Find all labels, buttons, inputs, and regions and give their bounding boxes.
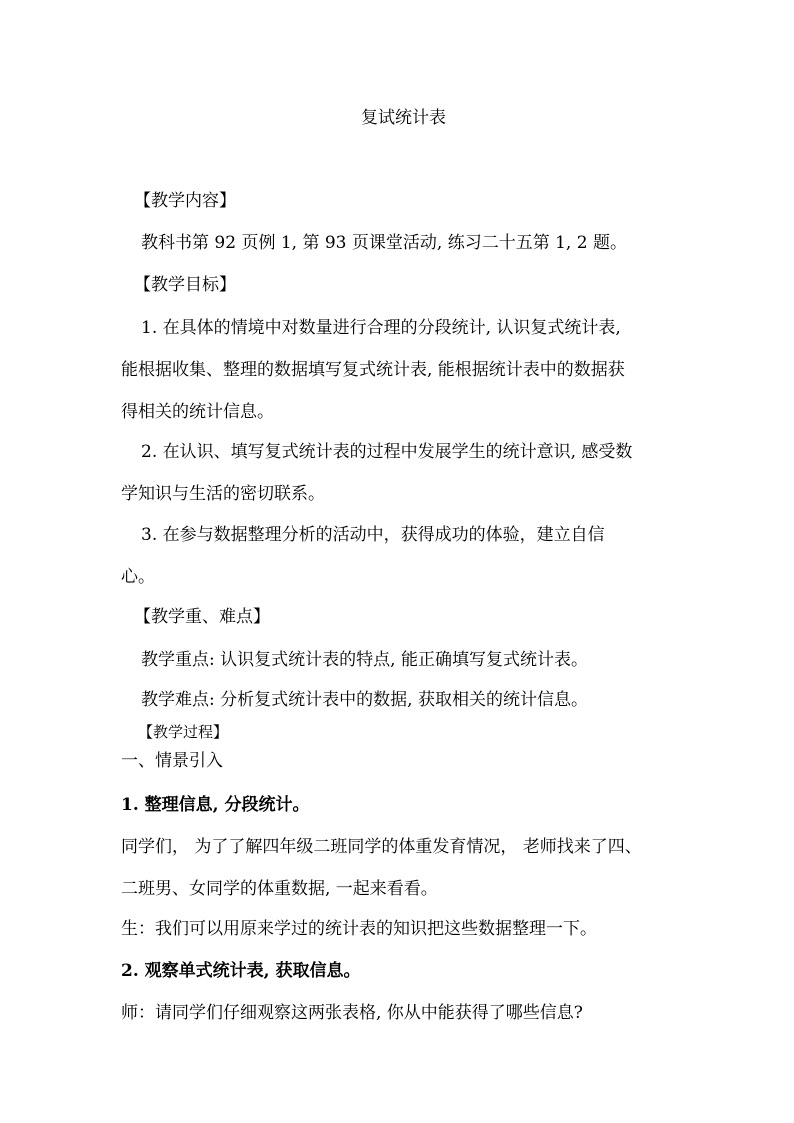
goal-1-line-2: 能根据收集、整理的数据填写复式统计表, 能根据统计表中的数据获 bbox=[121, 360, 625, 380]
difficult-point: 教学难点: 分析复式统计表中的数据, 获取相关的统计信息。 bbox=[141, 690, 588, 710]
teacher-question: 师：请同学们仔细观察这两张表格, 你从中能获得了哪些信息? bbox=[121, 1003, 583, 1023]
goals-heading: 【教学目标】 bbox=[134, 275, 236, 295]
goal-2-line-2: 学知识与生活的密切联系。 bbox=[121, 484, 325, 504]
goal-1-line-3: 得相关的统计信息。 bbox=[121, 402, 274, 422]
document-title: 复试统计表 bbox=[361, 108, 446, 128]
student-response: 生：我们可以用原来学过的统计表的知识把这些数据整理一下。 bbox=[121, 919, 597, 939]
goal-2-line-1: 2. 在认识、填写复式统计表的过程中发展学生的统计意识, 感受数 bbox=[141, 442, 633, 462]
focus-heading: 【教学重、难点】 bbox=[134, 607, 270, 627]
paragraph-1-line-1: 同学们， 为了了解四年级二班同学的体重发育情况， 老师找来了四、 bbox=[121, 837, 642, 857]
content-heading: 【教学内容】 bbox=[134, 191, 236, 211]
step-2-heading: 2. 观察单式统计表, 获取信息。 bbox=[121, 961, 361, 981]
process-heading: 【教学过程】 bbox=[138, 723, 229, 741]
paragraph-1-line-2: 二班男、女同学的体重数据, 一起来看看。 bbox=[121, 879, 438, 899]
key-point: 教学重点: 认识复式统计表的特点, 能正确填写复式统计表。 bbox=[141, 650, 588, 670]
goal-1-line-1: 1. 在具体的情境中对数量进行合理的分段统计, 认识复式统计表, bbox=[141, 318, 621, 338]
goal-3-line-1: 3. 在参与数据整理分析的活动中，获得成功的体验，建立自信 bbox=[141, 525, 605, 545]
goal-3-line-2: 心。 bbox=[121, 567, 155, 587]
step-1-heading: 1. 整理信息, 分段统计。 bbox=[121, 795, 310, 815]
part-1-heading: 一、情景引入 bbox=[121, 751, 223, 771]
content-text: 教科书第 92 页例 1, 第 93 页课堂活动, 练习二十五第 1, 2 题。 bbox=[141, 233, 627, 253]
